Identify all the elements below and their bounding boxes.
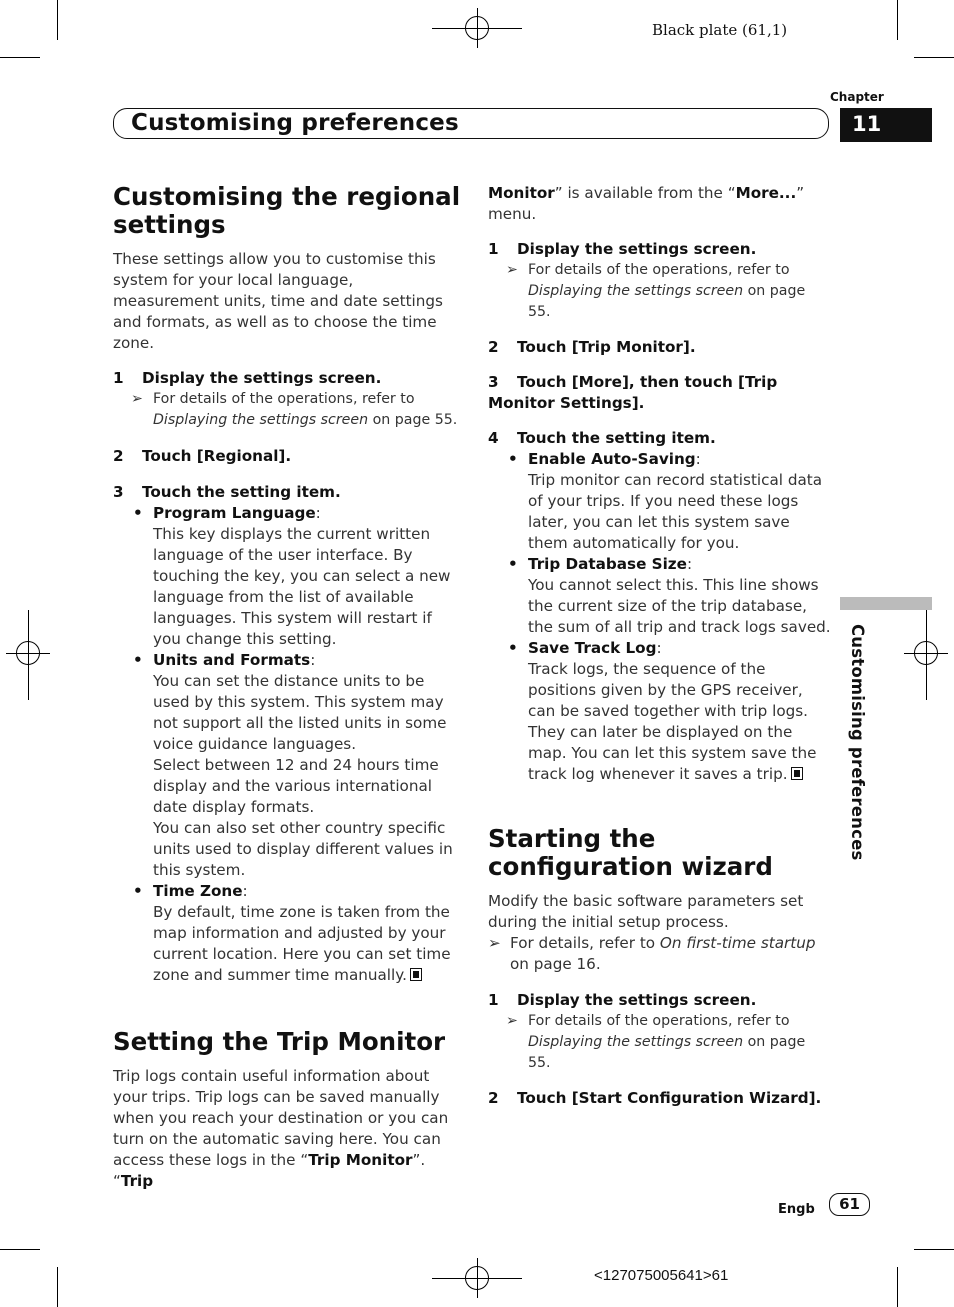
arrow-icon: ➢	[506, 1013, 518, 1029]
crop-mark	[914, 57, 954, 58]
header-bar	[113, 108, 829, 139]
document-code: <127075005641>61	[594, 1267, 729, 1284]
plate-text: Black plate (61,1)	[652, 21, 788, 39]
section-heading-wizard: Starting the configuration wizard	[488, 824, 773, 881]
wizard-step-1: 1 Display the settings screen.	[488, 991, 757, 1009]
wizard-step-1-note: ➢ For details of the operations, refer to Displaying the settings screen on page 55.	[506, 1013, 806, 1071]
list-item: • Save Track Log: Track logs, the sequence of the positions given by the GPS receiver, can be saved together with trip logs. They can later be displayed on the map. You can let this system save the track log whenever it saves a trip.	[508, 639, 817, 783]
bullet-icon: •	[133, 504, 143, 522]
wizard-step-2: 2 Touch [Start Configuration Wizard].	[488, 1089, 822, 1107]
side-tab-text: Customising preferences	[848, 624, 867, 861]
wizard-intro: Modify the basic software parameters set during the initial setup process.	[488, 892, 804, 931]
end-mark-icon	[791, 767, 803, 780]
bullet-icon: •	[133, 651, 143, 669]
trip-intro-continued: Monitor” is available from the “More...” menu.	[488, 184, 805, 223]
arrow-icon: ➢	[488, 934, 501, 952]
regional-intro: These settings allow you to customise this system for your local language, measurement units, time and date settings and formats, as well as to choose the time zone.	[113, 250, 443, 352]
chapter-number-box	[840, 108, 932, 142]
bullet-icon: •	[508, 450, 518, 468]
trip-step-2: 2 Touch [Trip Monitor].	[488, 338, 696, 356]
trip-step-4: 4 Touch the setting item.	[488, 429, 716, 447]
crop-mark	[897, 1267, 898, 1307]
trip-step-1: 1 Display the settings screen.	[488, 240, 757, 258]
wizard-note: ➢ For details, refer to On first-time startup on page 16.	[488, 934, 816, 973]
chapter-label: Chapter	[830, 90, 884, 104]
chapter-number: 11	[852, 112, 882, 136]
crop-mark	[897, 0, 898, 40]
arrow-icon: ➢	[131, 391, 143, 407]
crop-mark	[914, 1249, 954, 1250]
trip-intro: Trip logs contain useful information about your trips. Trip logs can be saved manually when you reach your destination or you can turn on the automatic saving here. You can access these logs in the “Trip Monitor”. “Trip	[113, 1067, 449, 1190]
crop-mark	[0, 1249, 40, 1250]
crop-mark	[0, 57, 40, 58]
regional-step-3: 3 Touch the setting item.	[113, 483, 341, 501]
list-item: • Units and Formats: You can set the distance units to be used by this system. This system may not support all the listed units in some voice guidance languages. Select between 12 and 24 hours time display and the various international date display formats. You can also set other country specific units used to display different values in this system.	[133, 651, 453, 879]
right-column	[488, 183, 832, 1109]
section-heading-trip: Setting the Trip Monitor	[113, 1027, 446, 1056]
list-item: • Trip Database Size: You cannot select this. This line shows the current size of the trip database, the sum of all trip and track logs saved.	[508, 555, 831, 636]
list-item: • Program Language: This key displays the current written language of the user interface. By touching the key, you can select a new language from the list of available languages. This system will restart if you change this setting.	[133, 504, 451, 648]
header-title: Customising preferences	[131, 110, 459, 136]
bullet-icon: •	[508, 639, 518, 657]
end-mark-icon	[410, 968, 422, 981]
crop-mark	[57, 1267, 58, 1307]
bullet-icon: •	[508, 555, 518, 573]
bullet-icon: •	[133, 882, 143, 900]
list-item: • Enable Auto-Saving: Trip monitor can record statistical data of your trips. If you need these logs later, you can let this system save them automatically for you.	[508, 450, 823, 552]
list-item: • Time Zone: By default, time zone is taken from the map information and adjusted by your current location. Here you can set time zone and summer time manually.	[133, 882, 451, 984]
language-code: Engb	[778, 1202, 815, 1217]
section-heading-regional: Customising the regional settings	[113, 182, 461, 239]
regional-step-2: 2 Touch [Regional].	[113, 447, 292, 465]
regional-step-1-note: ➢ For details of the operations, refer to Displaying the settings screen on page 55.	[131, 391, 458, 428]
trip-step-3: 3 Touch [More], then touch [Trip Monitor Settings].	[488, 373, 778, 412]
regional-step-1: 1 Display the settings screen.	[113, 369, 382, 387]
side-tab	[840, 597, 932, 610]
crop-mark	[57, 0, 58, 40]
arrow-icon: ➢	[506, 262, 518, 278]
left-column	[113, 183, 461, 1192]
page-number: 61	[829, 1193, 870, 1216]
trip-step-1-note: ➢ For details of the operations, refer to Displaying the settings screen on page 55.	[506, 262, 806, 320]
